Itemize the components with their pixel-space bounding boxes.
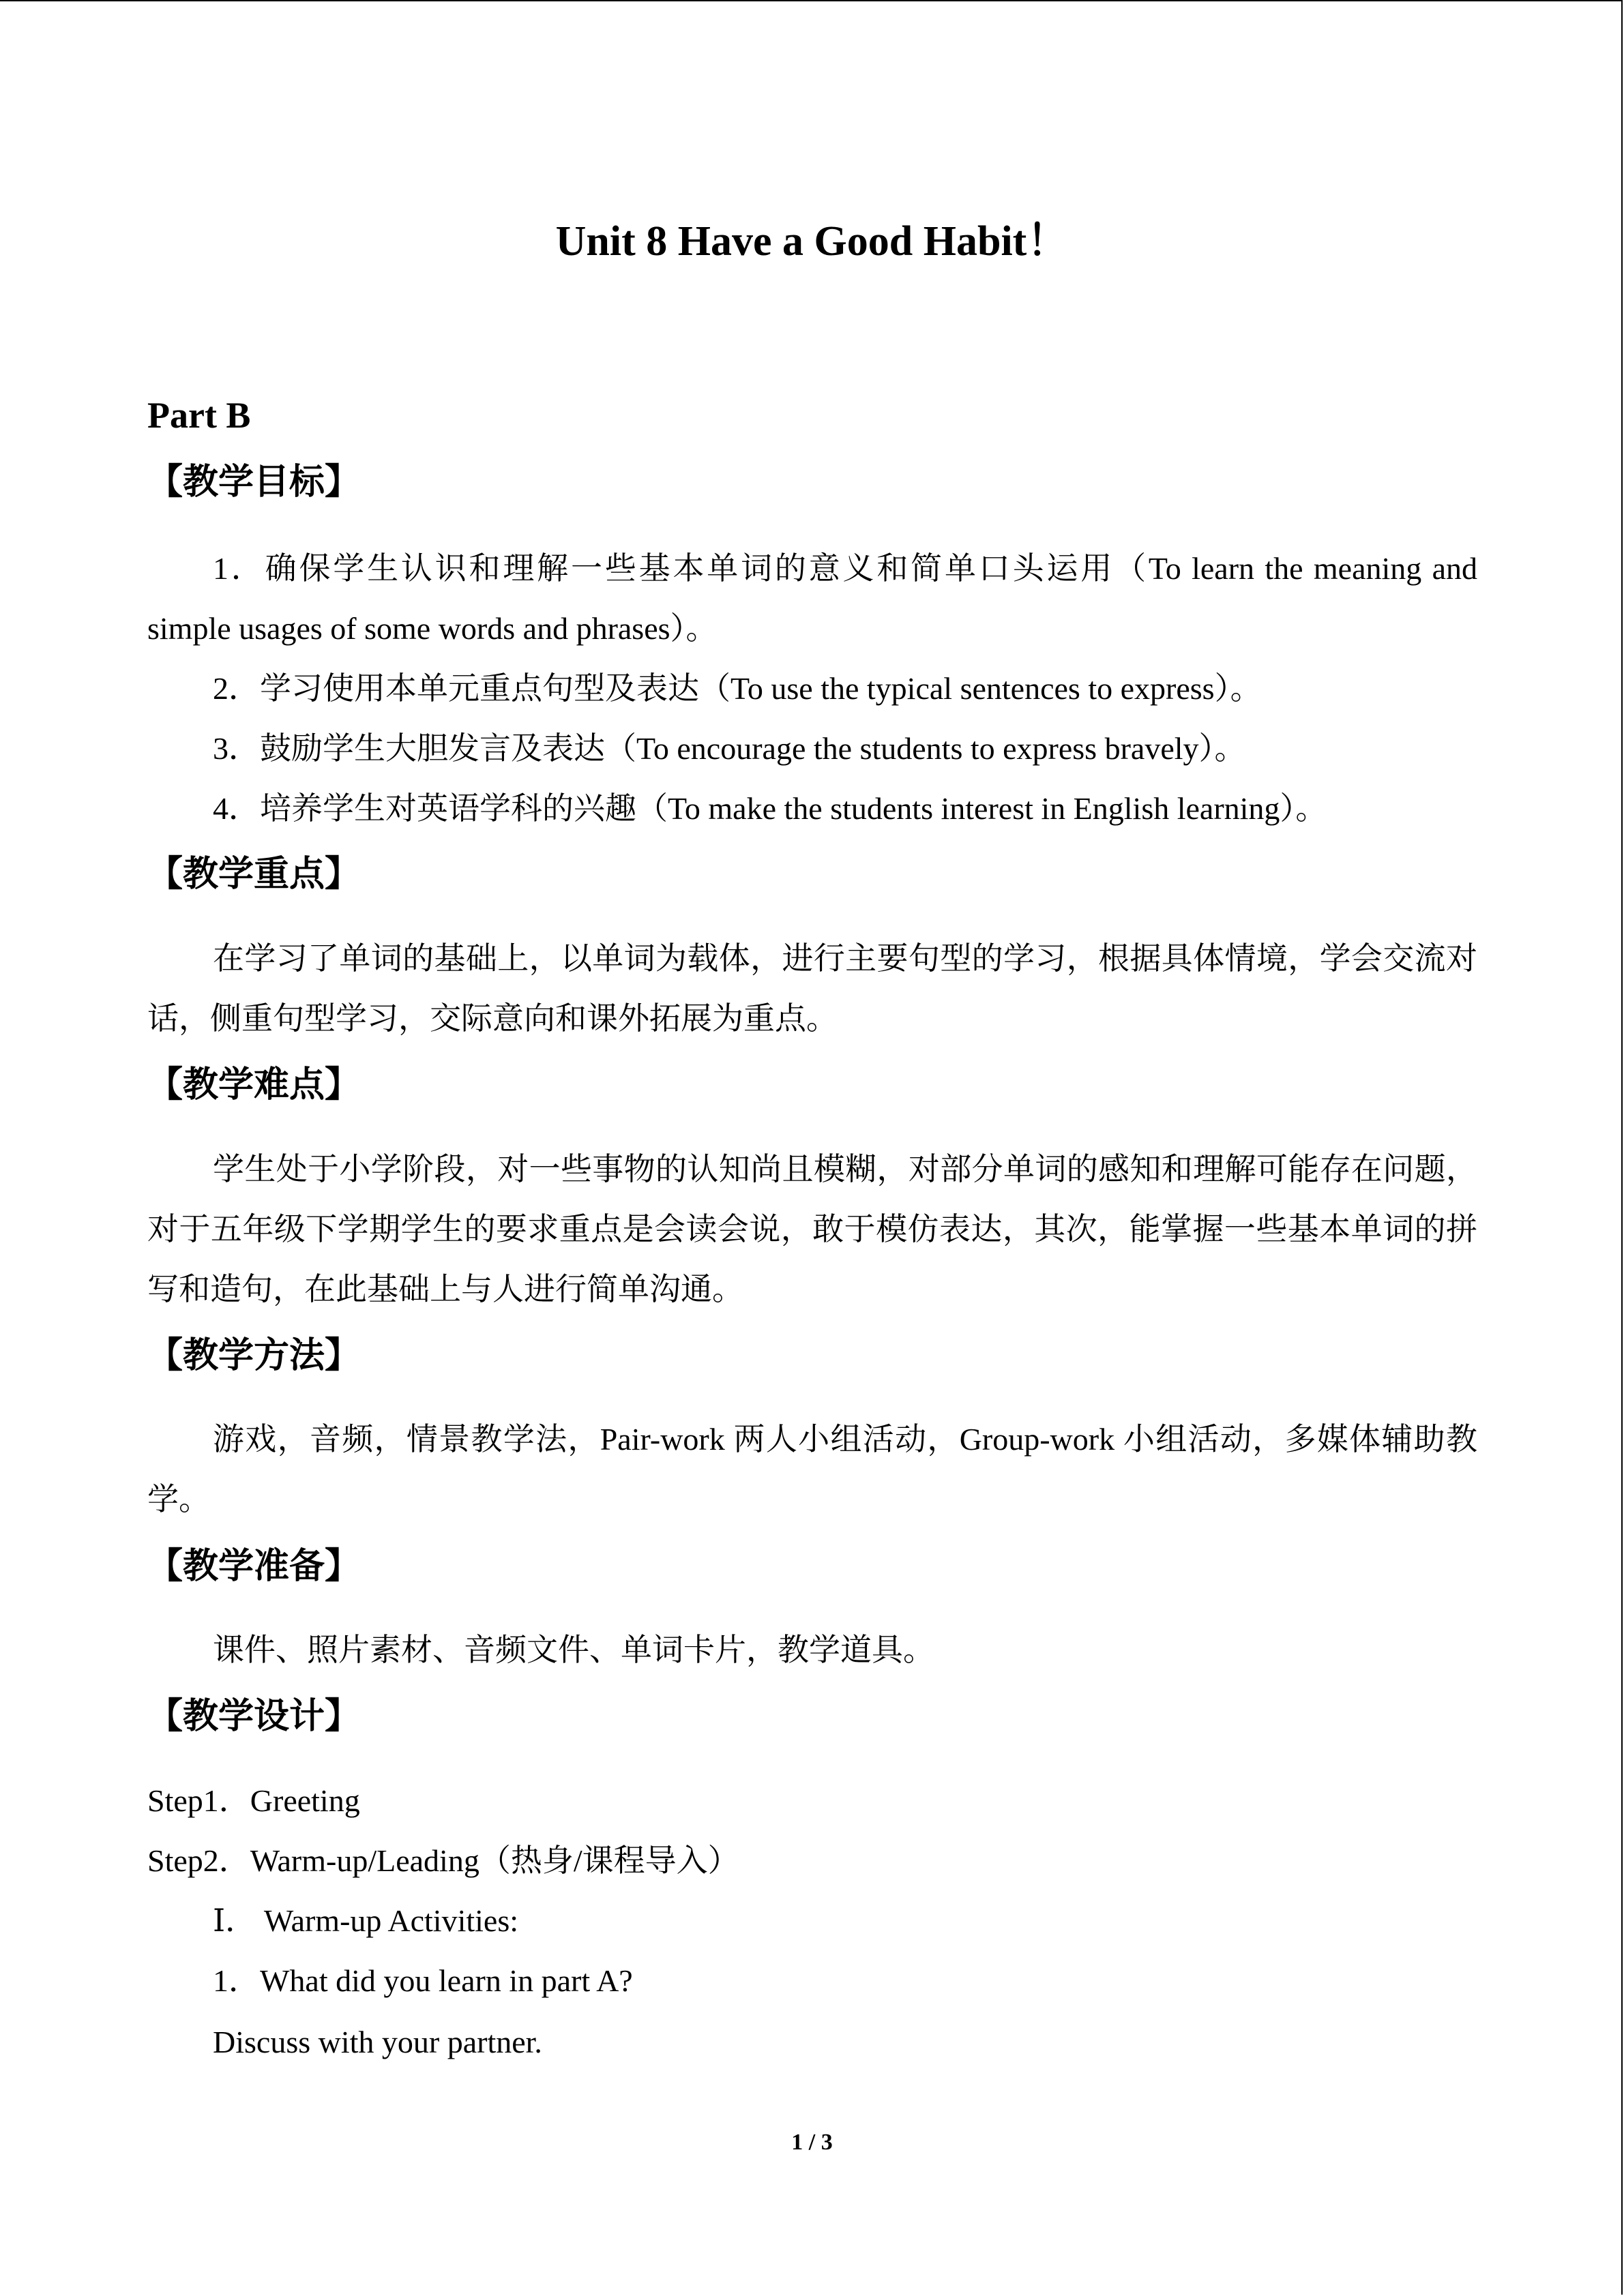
document-title: Unit 8 Have a Good Habit！ <box>555 218 1069 265</box>
heading-difficulties: 【教学难点】 <box>147 1064 361 1105</box>
page-number: 1 / 3 <box>791 2130 833 2155</box>
objective-item-4: 4．培养学生对英语学科的兴趣（To make the students interest in English learning）。 <box>213 791 1327 826</box>
heading-preparation: 【教学准备】 <box>147 1546 361 1587</box>
objective-item-2: 2．学习使用本单元重点句型及表达（To use the typical sentences to express）。 <box>213 671 1262 706</box>
key-points-text: 在学习了单词的基础上，以单词为载体，进行主要句型的学习，根据具体情境，学会交流对话，侧重句型学习，交际意向和课外拓展为重点。 <box>147 941 1477 1036</box>
warmup-activities: Ⅰ． Warm-up Activities: <box>213 1903 519 1938</box>
heading-key-points: 【教学重点】 <box>147 854 361 895</box>
question-1: 1．What did you learn in part A? <box>213 1963 633 1998</box>
heading-design: 【教学设计】 <box>147 1696 361 1737</box>
heading-objectives: 【教学目标】 <box>147 462 361 503</box>
step-1: Step1．Greeting <box>147 1783 360 1818</box>
preparation-text: 课件、照片素材、音频文件、单词卡片，教学道具。 <box>213 1632 934 1667</box>
methods-text: 游戏，音频，情景教学法，Pair-work 两人小组活动，Group-work 小组活动，多媒体辅助教学。 <box>147 1422 1477 1517</box>
objective-item-3: 3．鼓励学生大胆发言及表达（To encourage the students to express bravely）。 <box>213 731 1246 766</box>
objective-item-1: 1．确保学生认识和理解一些基本单词的意义和简单口头运用（To learn the meaning and simple usages of some words and phrases）。 <box>147 551 1477 646</box>
step-2: Step2．Warm-up/Leading（热身/课程导入） <box>147 1843 739 1878</box>
difficulties-text: 学生处于小学阶段，对一些事物的认知尚且模糊，对部分单词的感知和理解可能存在问题，对于五年级下学期学生的要求重点是会读会说，敢于模仿表达，其次，能掌握一些基本单词的拼写和造句，在此基础上与人进行简单沟通。 <box>147 1152 1477 1307</box>
discuss-line: Discuss with your partner. <box>213 2025 542 2059</box>
heading-methods: 【教学方法】 <box>147 1335 361 1376</box>
part-label: Part B <box>147 395 251 436</box>
